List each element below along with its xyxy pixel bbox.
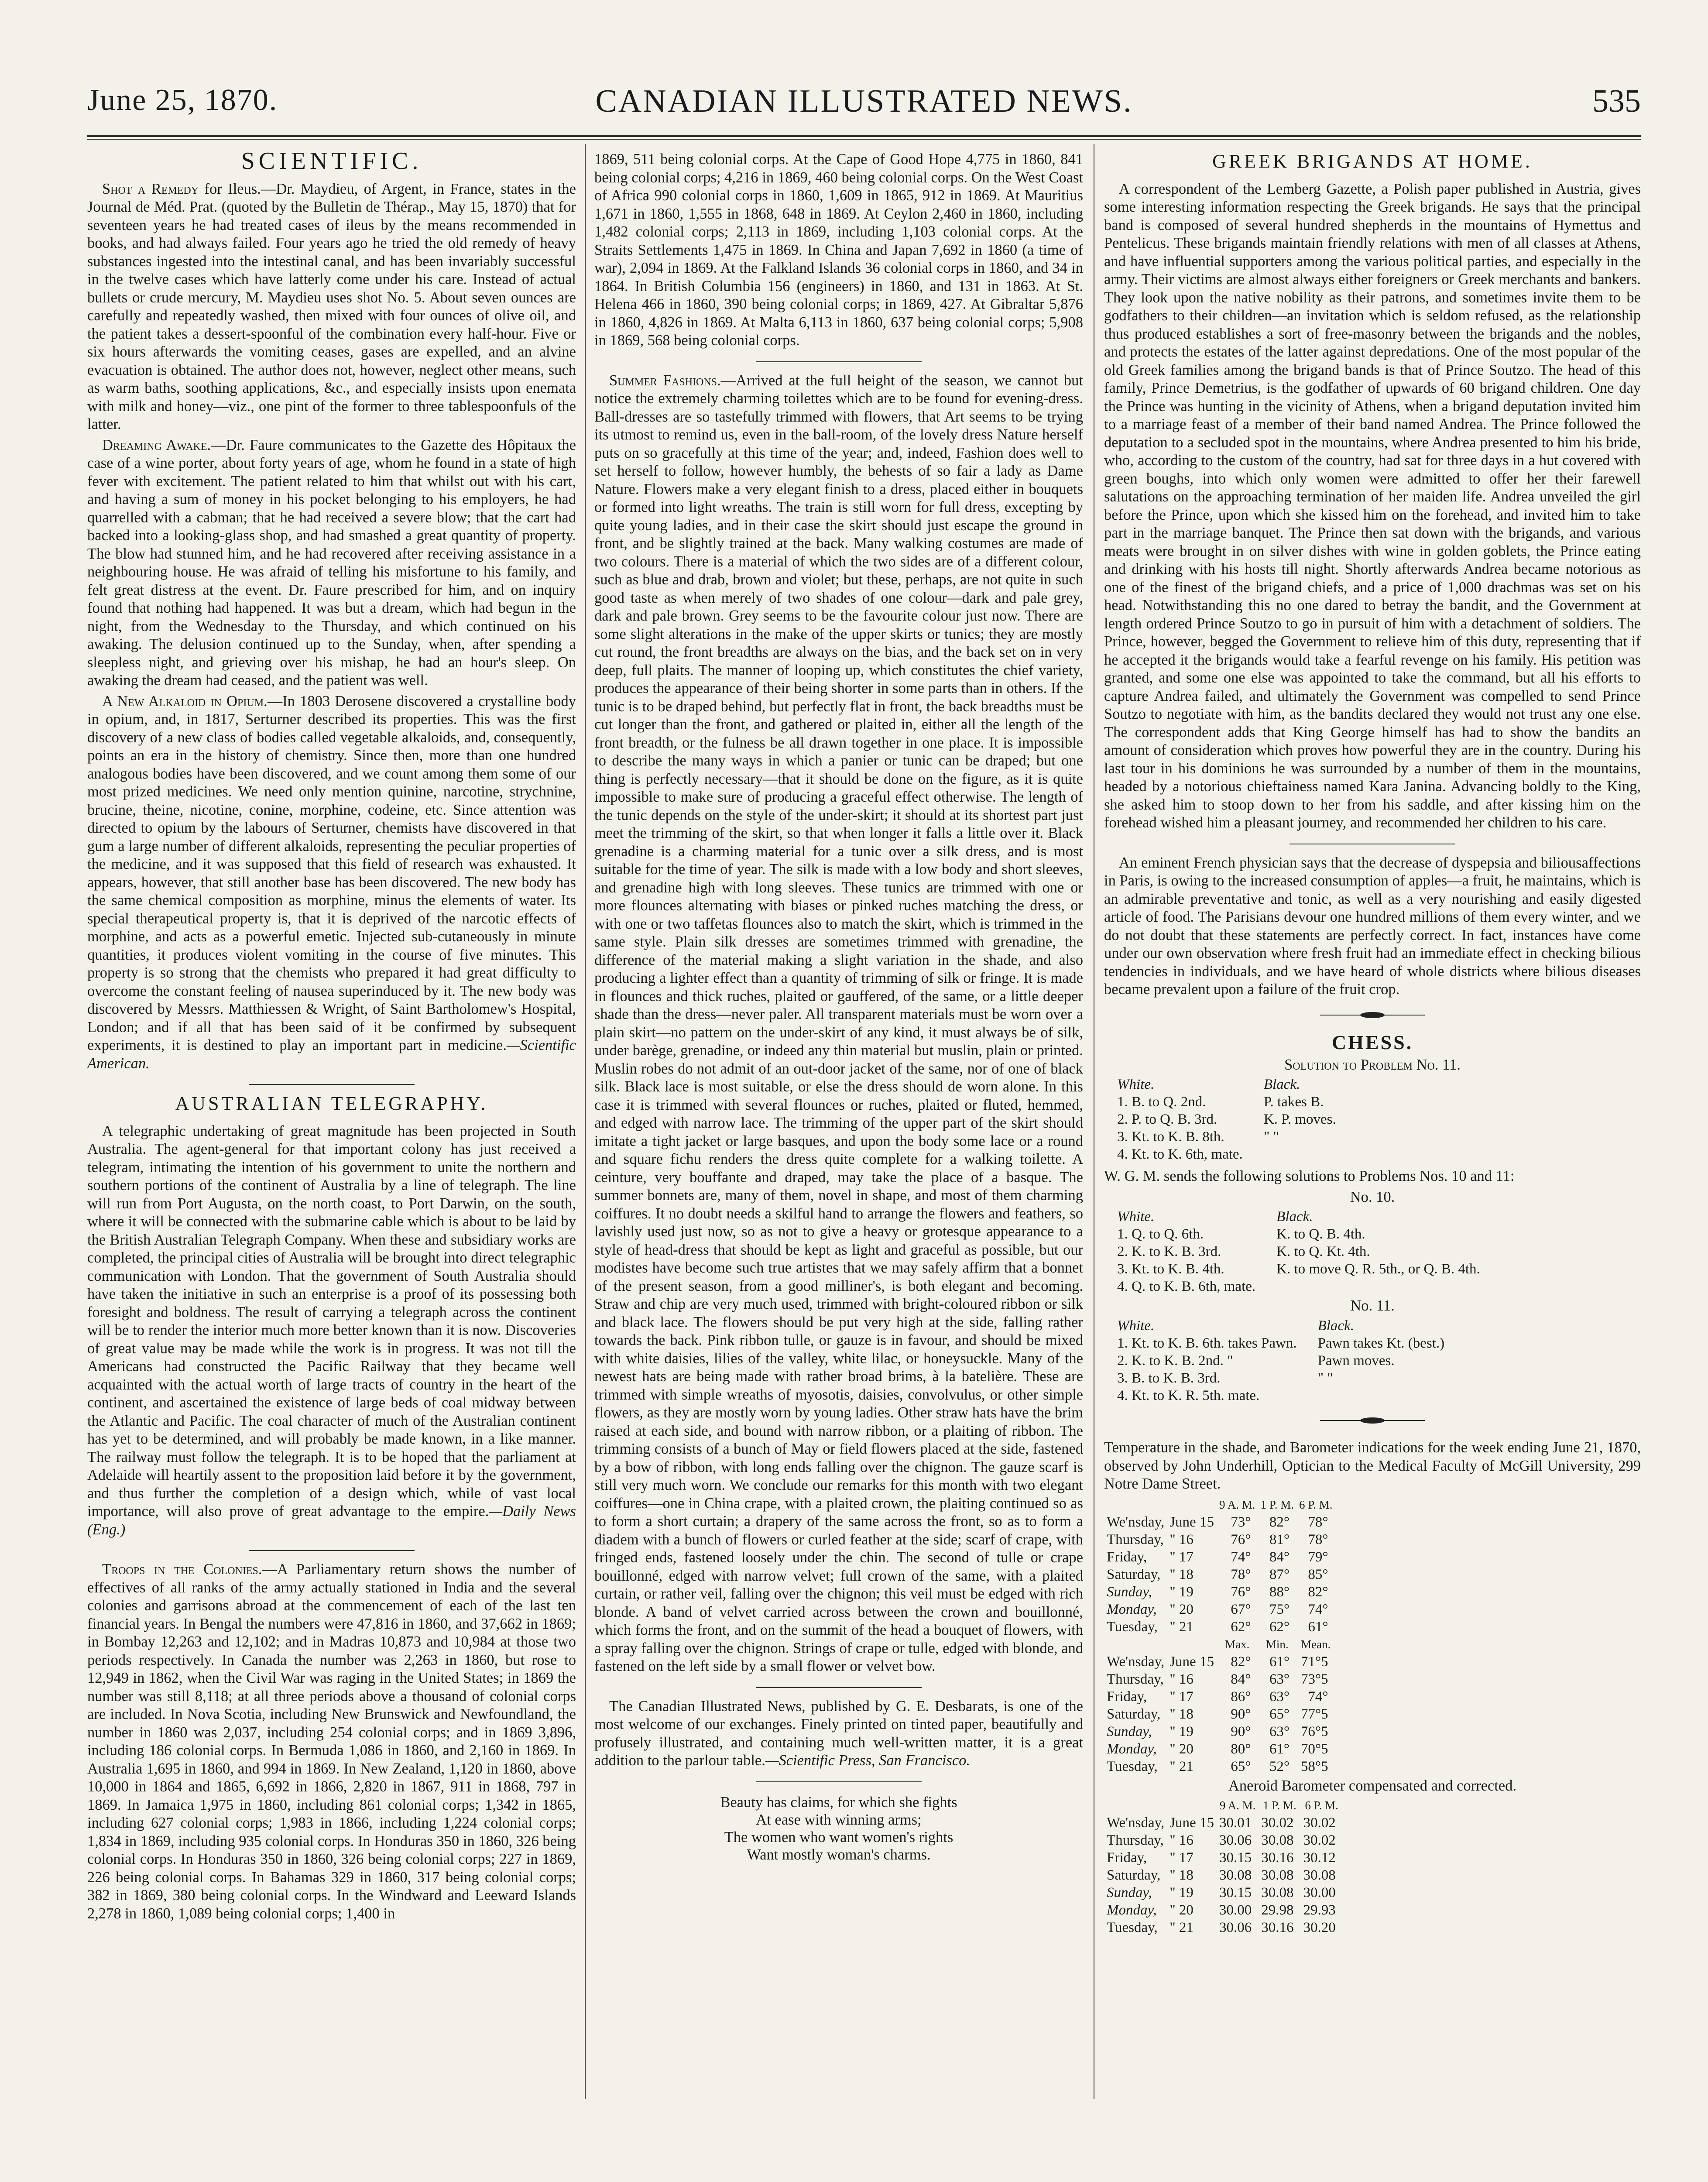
value-cell: 73°5 xyxy=(1300,1671,1328,1687)
value-cell: 63° xyxy=(1269,1723,1290,1739)
white-move: 1. Q. to Q. 6th. xyxy=(1117,1226,1204,1242)
weather-intro: Temperature in the shade, and Barometer indications for the week ending June 21, 1870, observed by John Underhill, Optician to the Medical Faculty of McGill University, 299 Notre Dame Street. xyxy=(1104,1439,1641,1492)
weather-row xyxy=(1104,1513,1335,1531)
black-move xyxy=(1305,1387,1453,1404)
white-move: 1. B. to Q. 2nd. xyxy=(1117,1094,1206,1110)
value-cell: 30.06 xyxy=(1219,1832,1252,1848)
black-move: " " xyxy=(1263,1129,1279,1145)
chess-move-row xyxy=(1104,1243,1488,1260)
issue-date: June 25, 1870. xyxy=(87,83,278,117)
date-cell: June 15 xyxy=(1170,1815,1214,1831)
column-header: 6 P. M. xyxy=(1299,1498,1333,1511)
white-move: 3. Kt. to K. B. 8th. xyxy=(1117,1129,1224,1145)
column-header: 6 P. M. xyxy=(1305,1799,1338,1812)
section-divider xyxy=(756,1687,922,1688)
day-cell: Monday, xyxy=(1107,1741,1157,1757)
white-move: 2. P. to Q. B. 3rd. xyxy=(1117,1112,1218,1127)
column-rule-1 xyxy=(585,144,586,2099)
barometer-body xyxy=(1104,1814,1343,1936)
value-cell: 30.12 xyxy=(1303,1850,1336,1866)
weather-row xyxy=(1104,1583,1335,1601)
chess-no10-title: No. 10. xyxy=(1350,1188,1395,1205)
value-cell: 76° xyxy=(1231,1584,1251,1600)
chess-white-header: White. xyxy=(1117,1077,1155,1092)
chess-no10-table xyxy=(1104,1208,1488,1295)
value-cell: 78° xyxy=(1308,1531,1328,1547)
chess-move-row xyxy=(1104,1278,1488,1295)
newspaper-title: CANADIAN ILLUSTRATED NEWS. xyxy=(595,83,1133,119)
value-cell: 30.06 xyxy=(1219,1920,1252,1935)
troops-lead: Troops in the Colonies. xyxy=(102,1561,262,1578)
date-cell: " 16 xyxy=(1170,1832,1194,1848)
weather-row xyxy=(1104,1618,1335,1636)
temperature-body xyxy=(1104,1513,1335,1636)
white-move: 4. Q. to K. B. 6th, mate. xyxy=(1117,1279,1256,1294)
weather-row xyxy=(1104,1740,1335,1758)
day-cell: Tuesday, xyxy=(1107,1758,1158,1774)
value-cell: 82° xyxy=(1308,1584,1328,1600)
date-cell: " 21 xyxy=(1170,1920,1194,1935)
alkaloid-text: —In 1803 Derosene discovered a crystalline body in opium, and, in 1817, Serturner described its properties. This was the first discovery of a new class of bodies called vegetable alkaloids, and, consequently, points an era in the history of chemistry. Since then, more than one hundred analogous bodies have been discovered, and we count among them some of our most prized medicines. We need only mention quinine, narcotine, strychnine, brucine, theine, nicotine, conine, morphine, codeine, etc. Since attention was directed to opium by the labours of Serturner, chemists have discovered in that gum a large number of different alkaloids, representing the peculiar properties of the medicine, and it was supposed that this field of research was exhausted. It appears, however, that still another base has been discovered. The new body has the same chemical composition as morphine, minus the elements of water. Its special therapeutical property is, that it is deprived of the narcotic effects of morphine, and acts as a powerful emetic. Injected sub-cutaneously in minute quantities, it produces violent vomiting in the course of five minutes. This property is so strong that the chemists who prepared it had great difficulty to overcome the constant feeling of nausea superinduced by it. The new body was discovered by Messrs. Matthiessen & Wright, of Saint Bartholomew's Hospital, London; and if all that has been said of it be confirmed by subsequent experiments, it is destined to play an important part in medicine. xyxy=(87,693,576,1053)
chess-move-row xyxy=(1104,1352,1452,1369)
chess-solution-table xyxy=(1104,1076,1344,1163)
minmax-header-row xyxy=(1104,1636,1335,1653)
weather-row xyxy=(1104,1832,1343,1849)
temperature-header-row xyxy=(1104,1496,1335,1513)
poem-line: Want mostly woman's charms. xyxy=(747,1846,931,1863)
date-cell: " 19 xyxy=(1170,1885,1194,1901)
dreaming-paragraph xyxy=(87,436,576,690)
weather-row xyxy=(1104,1758,1335,1775)
weather-row xyxy=(1104,1866,1343,1884)
day-cell: Thursday, xyxy=(1107,1671,1164,1687)
white-move: 3. Kt. to K. B. 4th. xyxy=(1117,1261,1224,1277)
date-cell: " 17 xyxy=(1170,1688,1194,1705)
value-cell: 30.08 xyxy=(1261,1832,1294,1848)
value-cell: 30.16 xyxy=(1261,1850,1294,1866)
value-cell: 65° xyxy=(1231,1758,1251,1774)
day-cell: We'nsday, xyxy=(1107,1815,1165,1831)
date-cell: " 16 xyxy=(1170,1671,1194,1687)
date-cell: " 21 xyxy=(1170,1758,1194,1774)
brigands-paragraph: A correspondent of the Lemberg Gazette, a Polish paper published in Austria, gives some interesting information respecting the Greek brigands. He says that the principal band is composed of several hundred shepherds in the mountains of Hymettus and Pentelicus. These brigands maintain friendly relations with men of all classes at Athens, and have influential supporters among the various political parties, and especially in the army. Their victims are almost always either foreigners or Greek merchants and bankers. They look upon the native nobility as their patrons, and sometimes invite them to be godfathers to their children—an invitation which is seldom refused, as the relationship thus produced establishes a sort of free-masonry between the brigands and the nobles, and protects the estates of the latter against depredations. One of the most popular of the old Greek families among the brigand bands is that of Prince Soutzo. The head of this family, Prince Demetrius, is the godfather of upwards of 60 brigand children. One day the Prince was hunting in the vicinity of Athens, when a brigand deputation invited him to a marriage feast of a member of their band named Andrea. The Prince followed the deputation to a secluded spot in the mountains, where Andrea presented to him his bride, who, according to the custom of the country, had sat for three days in a hut covered with green boughs, into which only women were admitted to offer her their farewell salutations on the approaching termination of her maiden life. Andrea unveiled the girl before the Prince, upon which she kissed him on the forehead, and invited him to take part in the marriage banquet. The Prince then sat down with the brigands, and various meats were brought in on silver dishes with wine in golden goblets, the Prince eating and drinking with his hosts till night. Shortly afterwards Andrea became notorious as one of the finest of the brigand chiefs, and a price of 1,000 drachmas was set on his head. Notwithstanding this no one dared to betray the bandit, and the Government at length ordered Prince Soutzo to go in pursuit of him with a detachment of soldiers. The Prince, however, begged the Government to relieve him of this duty, representing that if he accepted it the brigands would take a fearful revenge on his family. His petition was granted, and some one else was appointed to take the command, but all his efforts to capture Andrea failed, and ultimately the Government was compelled to send Prince Soutzo to negotiate with him, as the bandits declared they would not trust any one else. The correspondent adds that King George himself has had to show the bandits an amount of consideration which proves how powerful they are in the country. During his last tour in his dominions he was surrounded by a number of them in the mountains, headed by a notorious chieftainess named Kara Janina. Advancing boldly to the King, she asked him to stoop down to her from his saddle, and after kissing him on the forehead wished him a pleasant journey, and recommended her children to his care. xyxy=(1104,180,1641,831)
day-cell: Sunday, xyxy=(1107,1885,1152,1901)
weather-row xyxy=(1104,1653,1335,1671)
value-cell: 67° xyxy=(1231,1601,1251,1617)
telegraphy-source: —Daily News (Eng.) xyxy=(87,1503,576,1538)
column-header: Min. xyxy=(1266,1637,1289,1651)
value-cell: 90° xyxy=(1231,1706,1251,1722)
canadian-news-text: The Canadian Illustrated News, published by G. E. Desbarats, is one of the most welcome of our exchanges. Finely printed on tinted paper, beautifully and profusely illustrated, and containing much well-written matter, it is a great addition to the parlour table. xyxy=(594,1698,1083,1769)
column-1 xyxy=(87,148,576,1925)
date-cell: " 20 xyxy=(1170,1601,1194,1617)
value-cell: 62° xyxy=(1269,1619,1290,1635)
value-cell: 62° xyxy=(1231,1619,1251,1635)
value-cell: 73° xyxy=(1231,1514,1251,1530)
black-move: K. to Q. B. 4th. xyxy=(1276,1226,1365,1242)
date-cell: " 18 xyxy=(1170,1706,1194,1722)
value-cell: 30.01 xyxy=(1219,1815,1252,1831)
alkaloid-lead: A New Alkaloid in Opium. xyxy=(102,693,268,710)
troops-text: —A Parliamentary return shows the number of effectives of all ranks of the army actually stationed in India and the several colonies and garrisons abroad at the commencement of each of the last ten financial years. In Bengal the numbers were 47,816 in 1860, and 37,662 in 1869; in Bombay 12,263 and 12,102; and in Madras 10,873 and 10,984 at those two periods respectively. In Canada the number was 2,263 in 1860, but rose to 12,949 in 1862, when the Civil War was raging in the United States; in 1869 the number was still 8,118; at all three periods above a thousand of colonial corps are included. In Nova Scotia, including New Brunswick and Newfoundland, the number in 1860 was 2,037, including 254 colonial corps; and in 1869 3,896, including 186 colonial corps. In Bermuda 1,086 in 1860, and 2,160 in 1869. In Australia 1,695 in 1860, and 994 in 1869. In New Zealand, 1,120 in 1860, above 10,000 in 1864 and 1865, 6,692 in 1866, 2,820 in 1867, 911 in 1868, 797 in 1869. In Jamaica 1,975 in 1860, including 861 colonial corps; 1,342 in 1865, including 627 colonial corps; 1,983 in 1866, including 1,224 colonial corps; 1,834 in 1869, including 935 colonial corps. In Honduras 350 in 1860, 326 being colonial corps. In Honduras 350 in 1860, 326 being colonial corps; 227 in 1869, 226 being colonial corps. In Bahamas 329 in 1860, 317 being colonial corps; 382 in 1869, 380 being colonial corps. In the Windward and Leeward Islands 2,278 in 1860, 1,089 being colonial corps; 1,400 in xyxy=(87,1561,576,1922)
value-cell: 30.02 xyxy=(1303,1815,1336,1831)
date-cell: " 17 xyxy=(1170,1549,1194,1565)
value-cell: 58°5 xyxy=(1300,1758,1328,1774)
column-3 xyxy=(1104,151,1641,1936)
chess-black-header: Black. xyxy=(1263,1077,1300,1092)
white-move: 1. Kt. to K. B. 6th. takes Pawn. xyxy=(1117,1335,1297,1351)
black-move: K. to move Q. R. 5th., or Q. B. 4th. xyxy=(1276,1261,1480,1277)
weather-row xyxy=(1104,1705,1335,1723)
black-move: " " xyxy=(1317,1370,1333,1386)
value-cell: 63° xyxy=(1269,1671,1290,1687)
section-divider xyxy=(249,1084,415,1085)
date-cell: " 19 xyxy=(1170,1584,1194,1600)
day-cell: Monday, xyxy=(1107,1601,1157,1617)
value-cell: 63° xyxy=(1269,1688,1290,1705)
chess-move-row xyxy=(1104,1146,1344,1163)
black-move: Pawn takes Kt. (best.) xyxy=(1317,1335,1445,1351)
alkaloid-source: —Scientific American. xyxy=(87,1037,576,1072)
weather-row xyxy=(1104,1723,1335,1740)
chess-move-row xyxy=(1104,1369,1452,1387)
poem xyxy=(594,1794,1083,1863)
column-2 xyxy=(594,151,1083,1863)
page-number: 535 xyxy=(1592,83,1641,119)
value-cell: 87° xyxy=(1269,1566,1290,1582)
masthead xyxy=(87,83,1641,131)
fashions-paragraph xyxy=(594,372,1083,1676)
weather-row xyxy=(1104,1884,1343,1901)
value-cell: 82° xyxy=(1231,1654,1251,1670)
value-cell: 78° xyxy=(1308,1514,1328,1530)
weather-row xyxy=(1104,1901,1343,1919)
dreaming-lead: Dreaming Awake. xyxy=(102,436,211,453)
date-cell: " 17 xyxy=(1170,1850,1194,1866)
value-cell: 61° xyxy=(1269,1741,1290,1757)
masthead-rule-thin xyxy=(87,139,1641,140)
value-cell: 30.08 xyxy=(1261,1867,1294,1883)
date-cell: " 20 xyxy=(1170,1741,1194,1757)
day-cell: Saturday, xyxy=(1107,1566,1161,1582)
day-cell: Sunday, xyxy=(1107,1584,1152,1600)
chess-black-header: Black. xyxy=(1317,1317,1354,1334)
chess-move-row xyxy=(1104,1387,1452,1404)
day-cell: We'nsday, xyxy=(1107,1514,1165,1530)
section-divider xyxy=(756,1781,922,1782)
weather-row xyxy=(1104,1919,1343,1936)
section-divider xyxy=(756,361,922,362)
day-cell: Tuesday, xyxy=(1107,1619,1158,1635)
value-cell: 61° xyxy=(1308,1619,1328,1635)
day-cell: Thursday, xyxy=(1107,1832,1164,1848)
day-cell: Sunday, xyxy=(1107,1723,1152,1739)
value-cell: 78° xyxy=(1231,1566,1251,1582)
poem-line: At ease with winning arms; xyxy=(756,1811,922,1828)
column-header: Mean. xyxy=(1301,1637,1331,1651)
value-cell: 74° xyxy=(1308,1688,1328,1705)
value-cell: 30.16 xyxy=(1261,1920,1294,1935)
date-cell: " 18 xyxy=(1170,1566,1194,1582)
weather-row xyxy=(1104,1601,1335,1618)
value-cell: 30.08 xyxy=(1303,1867,1336,1883)
value-cell: 84° xyxy=(1269,1549,1290,1565)
ornament-divider xyxy=(1104,1007,1641,1025)
barometer-title: Aneroid Barometer compensated and corrected. xyxy=(1228,1777,1516,1794)
weather-row xyxy=(1104,1531,1335,1548)
value-cell: 29.93 xyxy=(1303,1902,1336,1918)
canadian-news-source: —Scientific Press, San Francisco. xyxy=(765,1752,971,1769)
chess-black-header: Black. xyxy=(1276,1209,1313,1225)
black-move: K. to Q. Kt. 4th. xyxy=(1276,1244,1370,1259)
value-cell: 79° xyxy=(1308,1549,1328,1565)
value-cell: 80° xyxy=(1231,1741,1251,1757)
value-cell: 74° xyxy=(1231,1549,1251,1565)
value-cell: 88° xyxy=(1269,1584,1290,1600)
white-move: 4. Kt. to K. 6th, mate. xyxy=(1117,1146,1243,1162)
black-move: Pawn moves. xyxy=(1317,1352,1395,1369)
brigands-heading: GREEK BRIGANDS AT HOME. xyxy=(1212,151,1533,172)
chess-move-row xyxy=(1104,1093,1344,1111)
section-divider xyxy=(249,1550,415,1551)
ornament-icon xyxy=(1320,1011,1425,1019)
chess-heading: CHESS. xyxy=(1331,1031,1413,1053)
black-move xyxy=(1251,1146,1344,1163)
value-cell: 30.15 xyxy=(1219,1850,1252,1866)
temperature-table xyxy=(1104,1496,1335,1775)
date-cell: " 18 xyxy=(1170,1867,1194,1883)
chess-move-row xyxy=(1104,1335,1452,1352)
chess-no11-table xyxy=(1104,1317,1452,1404)
value-cell: 70°5 xyxy=(1300,1741,1328,1757)
date-cell: " 19 xyxy=(1170,1723,1194,1739)
value-cell: 76°5 xyxy=(1300,1723,1328,1739)
value-cell: 30.15 xyxy=(1219,1885,1252,1901)
value-cell: 90° xyxy=(1231,1723,1251,1739)
day-cell: Saturday, xyxy=(1107,1706,1161,1722)
day-cell: Friday, xyxy=(1107,1549,1147,1565)
weather-row xyxy=(1104,1688,1335,1705)
chess-no11-title: No. 11. xyxy=(1350,1297,1395,1314)
value-cell: 82° xyxy=(1269,1514,1290,1530)
date-cell: " 16 xyxy=(1170,1531,1194,1547)
poem-line: Beauty has claims, for which she fights xyxy=(720,1794,957,1811)
day-cell: Saturday, xyxy=(1107,1867,1161,1883)
date-cell: June 15 xyxy=(1170,1654,1214,1670)
white-move: 4. Kt. to K. R. 5th. mate. xyxy=(1117,1387,1260,1403)
shot-remedy-paragraph xyxy=(87,180,576,434)
day-cell: Tuesday, xyxy=(1107,1920,1158,1935)
value-cell: 75° xyxy=(1269,1601,1290,1617)
black-move xyxy=(1263,1278,1488,1295)
date-cell: " 21 xyxy=(1170,1619,1194,1635)
dreaming-text: —Dr. Faure communicates to the Gazette des Hôpitaux the case of a wine porter, about forty years of age, whom he found in a state of high fever with excitement. The patient related to him that whilst out with his cart, and having a sum of money in his pocket belonging to his employers, he had quarrelled with a cabman; that he had received a severe blow; that the cart had backed into a looking-glass shop, and had smashed a great quantity of property. The blow had stunned him, and he had recovered after receiving assistance in a neighbouring house. He was afraid of telling his misfortune to his family, and felt great distress at the event. Dr. Faure prescribed for him, and on inquiry found that nothing had happened. It was but a dream, which had begun in the night, from the Wednesday to the Thursday, and which continued on his awaking. The delusion continued up to the Sunday, when, after spending a sleepless night, and grieving over his mishap, he had an hour's sleep. On awaking the dream had ceased, and the patient was well. xyxy=(87,436,576,689)
day-cell: Monday, xyxy=(1107,1902,1157,1918)
value-cell: 30.20 xyxy=(1303,1920,1336,1935)
chess-white-header: White. xyxy=(1117,1209,1155,1225)
column-header: 1 P. M. xyxy=(1260,1498,1294,1511)
masthead-rule xyxy=(87,135,1641,137)
day-cell: Friday, xyxy=(1107,1688,1147,1705)
value-cell: 30.08 xyxy=(1219,1867,1252,1883)
white-move: 2. K. to K. B. 3rd. xyxy=(1117,1244,1221,1259)
troops-paragraph xyxy=(87,1561,576,1923)
chess-solution-title: Solution to Problem No. 11. xyxy=(1284,1056,1461,1073)
physician-paragraph: An eminent French physician says that the decrease of dyspepsia and biliousaffections in Paris, is owing to the increased consumption of apples—a fruit, he maintains, which is an admirable preventative and tonic, as well as a very nourishing and easily digested article of food. The Parisians devour one hundred millions of them every winter, and we do not doubt that these statements are perfectly correct. In fact, instances have come under our own observation where fresh fruit had an immediate effect in checking bilious tendencies in individuals, and we have heard of whole districts where bilious diseases became prevalent upon a failure of the fruit crop. xyxy=(1104,854,1641,998)
weather-row xyxy=(1104,1671,1335,1688)
column-header: 1 P. M. xyxy=(1263,1799,1296,1812)
value-cell: 85° xyxy=(1308,1566,1328,1582)
value-cell: 77°5 xyxy=(1300,1706,1328,1722)
value-cell: 29.98 xyxy=(1261,1902,1294,1918)
telegraphy-text: A telegraphic undertaking of great magnitude has been projected in South Australia. The agent-general for that important colony has just received a telegram, intimating the intention of his government to unite the northern and southern portions of the continent of Australia by a line of telegraph. The line will run from Port Augusta, on the north coast, to Port Darwin, on the south, where it will be connected with the submarine cable which is about to be laid by the British Australian Telegraph Company. When these and subsidiary works are completed, the principal cities of Australia will be brought into direct telegraphic communication with London. That the government of South Australia should have taken the initiative in such an enterprise is a proof of its possessing both foresight and boldness. The result of carrying a telegraph across the continent will be to render the interior much more better known than it is now. Discoveries of great value may be made while the work is in progress. It was not till the Americans had constructed the Pacific Railway that they became well acquainted with the actual worth of large tracts of country in the heart of the continent, and ascertained the existence of large beds of coal midway between the Atlantic and Pacific. The coal character of much of the Australian continent has yet to be determined, and will probably be made known, in a like manner. The railway must follow the telegraph. It is to be hoped that the parliament at Adelaide will heartily assent to the proposition laid before it by the government, and thus further the completion of a design which, while of vast local importance, will also prove of great advantage to the empire. xyxy=(87,1122,576,1520)
value-cell: 30.00 xyxy=(1303,1885,1336,1901)
value-cell: 86° xyxy=(1231,1688,1251,1705)
canadian-news-paragraph xyxy=(594,1698,1083,1770)
minmax-body xyxy=(1104,1653,1335,1775)
telegraphy-paragraph xyxy=(87,1122,576,1539)
chess-move-row xyxy=(1104,1225,1488,1243)
white-move: 3. B. to K. B. 3rd. xyxy=(1117,1370,1221,1386)
poem-line: The women who want women's rights xyxy=(724,1829,953,1846)
value-cell: 71°5 xyxy=(1300,1654,1328,1670)
value-cell: 76° xyxy=(1231,1531,1251,1547)
column-header: Max. xyxy=(1225,1637,1250,1651)
value-cell: 30.02 xyxy=(1261,1815,1294,1831)
chess-move-row xyxy=(1104,1111,1344,1128)
telegraphy-heading: AUSTRALIAN TELEGRAPHY. xyxy=(175,1093,488,1114)
value-cell: 81° xyxy=(1269,1531,1290,1547)
chess-move-row xyxy=(1104,1128,1344,1146)
value-cell: 30.08 xyxy=(1261,1885,1294,1901)
chess-white-header: White. xyxy=(1117,1317,1155,1334)
value-cell: 52° xyxy=(1269,1758,1290,1774)
ornament-icon xyxy=(1320,1416,1425,1425)
weather-row xyxy=(1104,1814,1343,1832)
day-cell: Thursday, xyxy=(1107,1531,1164,1547)
barometer-table xyxy=(1104,1797,1343,1936)
wgm-note: W. G. M. sends the following solutions to Problems Nos. 10 and 11: xyxy=(1104,1168,1515,1184)
value-cell: 30.00 xyxy=(1219,1902,1252,1918)
column-header: 9 A. M. xyxy=(1219,1799,1256,1812)
value-cell: 84° xyxy=(1231,1671,1251,1687)
fashions-text: —Arrived at the full height of the season, we cannot but notice the extremely charming toilettes which are to be found for evening-dress. Ball-dresses are so tastefully trimmed with flowers, that Art seems to be trying its utmost to remind us, even in the ball-room, of the lovely dress Nature herself puts on so gracefully at this time of the year; and, indeed, Fashion does well to set herself to follow, however humbly, the behests of so fair a lady as Dame Nature. Flowers make a very elegant finish to a dress, placed either in bouquets or formed into light wreaths. The train is still worn for full dress, excepting by quite young ladies, and in their case the skirt should just escape the ground in front, and be slightly trained at the back. Many walking costumes are made of two colours. There is a material of which the two sides are of a different colour, such as blue and drab, brown and violet; but these, perhaps, are not quite in such good taste as when merely of two shades of one colour—dark and pale grey, dark and pale brown. Grey seems to be the favourite colour just now. There are some slight alterations in the make of the upper skirts or tunics; they are mostly cut round, the front breadths are always on the bias, and the back set on in very deep, full plaits. The manner of looping up, which constitutes the chief variety, produces the appearance of their being shorter in some parts than in others. If the tunic is to be draped behind, but perfectly flat in front, the back breadths must be cut longer than the front, and gathered or plaited in, either all the length of the front breadth, or the fulness be all drawn together in one place. It is impossible to describe the many ways in which a panier or tunic can be draped; but one thing is perfectly necessary—that it should be done on the figure, as it is quite impossible to make sure of producing a graceful effect otherwise. The length of the tunic depends on the style of the under-skirt; it should at its shortest part just meet the trimming of the skirt, so that when longer it falls a little over it. Black grenadine is a charming material for a tunic over a silk dress, and is most suitable for the time of year. The silk is made with a low body and short sleeves, and grenadine high with long sleeves. These tunics are trimmed with one or more flounces alternating with biases or pinked ruches matching the dress, or with one or two taffetas flounces also to match the skirt, which is trimmed in the same style. Plain silk dresses are sometimes trimmed with grenadine, the difference of the material making a slight variation in the shade, and also producing a lighter effect than a quantity of trimming of silk or fringe. It is made in flounces and thick ruches, plaited or gauffered, of the same, or a little deeper shade than the dress—never paler. All transparent materials must be worn over a plain skirt—no pattern on the under-skirt of any kind, it must always be of silk, under barège, grenadine, or indeed any thin material but muslin, plain or printed. Muslin robes do not admit of an out-door jacket of the same, nor of one of black silk. Black lace is most suitable, or else the dress should de worn alone. In this case it is trimmed with several flounces or ruches, plaited or fluted, hemmed, and edged with narrow lace. The trimming of the upper part of the skirt should imitate a tight jacket or large basques, and upon the body some lace or a round and square fichu renders the dress quite complete for a walking toilette. A ceinture, very bouffante and draped, may take the place of a basque. The summer bonnets are, many of them, novel in shape, and most of them charming coiffures. It no doubt needs a skilful hand to arrange the flowers and feathers, so lavishly used just now, so as not to give a heavy or grotesque appearance to a style of head-dress that should be kept as light and graceful as possible, but our modistes have become such true artistes that we may safely affirm that a bonnet of the present season, from a good milliner's, is both elegant and becoming. Straw and chip are very much used, trimmed with bright-coloured ribbon or silk and black lace. The flowers should be put very high at the side, falling rather towards the back. Pink ribbon tulle, or gauze is in favour, and should be mixed with white daisies, lilies of the valley, white lilac, or honeysuckle. Many of the newest hats are being made with rather broad brims, à la batelière. These are trimmed with simple wreaths of myosotis, daisies, convolvulus, or other simple flowers, as they are mostly worn by young ladies. Other straw hats have the brim raised at each side, and bound with narrow ribbon, or a plaiting of ribbon. The trimming consists of a bunch of May or field flowers placed at the side, fastened by a bow of ribbon, with long ends falling over the chignon. The gauze scarf is still very much worn. We conclude our remarks for this month with two elegant coiffures—one in China crape, with a plaited crown, the plaiting continued so as to form a short curtain; a drapery of the same across the front, so as to form a diadem with a bunch of flowers or curled feather at the side; scarf of crape, with fringed ends, fastened loosely under the chin. The second of tulle or crape bouillonné, edged with narrow velvet; full crown of the same, with a plaited curtain, or rather veil, falling over the chignon; this veil must be edged with rich blonde. A band of velvet carried across between the crown and bouillonné, which forms the front, and on the summit of the head a bouquet of flowers, with a spray falling over the chignon. Strings of crape or tulle, edged with blonde, and fastened on the left side by a small flower or velvet bow. xyxy=(594,372,1083,1674)
ornament-divider xyxy=(1104,1412,1641,1431)
value-cell: 61° xyxy=(1269,1654,1290,1670)
value-cell: 74° xyxy=(1308,1601,1328,1617)
scientific-heading: SCIENTIFIC. xyxy=(241,148,422,175)
shot-remedy-text: for Ileus.—Dr. Maydieu, of Argent, in France, states in the Journal de Méd. Prat. (quoted by the Bulletin de Thérap., May 15, 1870) that for seventeen years he had treated cases of ileus by the means recommended in books, and had always failed. Four years ago he tried the old remedy of heavy substances ingested into the intestinal canal, and has been invariably successful in the twelve cases which have latterly come under his care. Instead of actual bullets or crude mercury, M. Maydieu uses shot No. 5. About seven ounces are carefully and repeatedly washed, then mixed with four ounces of olive oil, and the patient takes a dessert-spoonful of the combination every half-hour. Five or six hours afterwards the vomiting ceases, gases are expelled, and an alvine evacuation is obtained. The author does not, however, neglect other means, such as warm baths, soothing applications, &c., and especially insists upon enemata with milk and honey—viz., one pint of the former to three tablespoonfuls of the latter. xyxy=(87,180,576,432)
day-cell: We'nsday, xyxy=(1107,1654,1165,1670)
value-cell: 65° xyxy=(1269,1706,1290,1722)
weather-row xyxy=(1104,1849,1343,1866)
date-cell: June 15 xyxy=(1170,1514,1214,1530)
value-cell: 30.02 xyxy=(1303,1832,1336,1848)
weather-row xyxy=(1104,1548,1335,1566)
shot-remedy-lead: Shot a Remedy xyxy=(102,180,199,197)
alkaloid-paragraph xyxy=(87,693,576,1073)
black-move: P. takes B. xyxy=(1263,1094,1324,1110)
black-move: K. P. moves. xyxy=(1263,1112,1336,1127)
fashions-lead: Summer Fashions. xyxy=(609,372,721,389)
barometer-header-row xyxy=(1104,1797,1343,1814)
troops-continued-paragraph: 1869, 511 being colonial corps. At the Cape of Good Hope 4,775 in 1860, 841 being colonial corps; 4,216 in 1869, 460 being colonial corps. On the West Coast of Africa 990 colonial corps in 1860, 1,609 in 1865, 912 in 1869. At Mauritius 1,671 in 1860, 1,555 in 1868, 648 in 1869. At Ceylon 2,460 in 1860, including 1,482 colonial corps; 2,113 in 1869, including 1,103 colonial corps. At the Straits Settlements 1,475 in 1869. In China and Japan 7,692 in 1860 (a time of war), 2,094 in 1869. At the Falkland Islands 36 colonial corps in 1860, and 34 in 1864. In British Columbia 156 (engineers) in 1860, and 131 in 1863. At St. Helena 466 in 1860, 390 being colonial corps; in 1869, 427. At Gibraltar 5,876 in 1860, 4,826 in 1869. At Malta 6,113 in 1860, 637 being colonial corps; 5,908 in 1869, 568 being colonial corps. xyxy=(594,151,1083,349)
white-move: 2. K. to K. B. 2nd. " xyxy=(1117,1352,1233,1369)
date-cell: " 20 xyxy=(1170,1902,1194,1918)
column-header: 9 A. M. xyxy=(1219,1498,1255,1511)
day-cell: Friday, xyxy=(1107,1850,1147,1866)
chess-move-row xyxy=(1104,1260,1488,1278)
weather-row xyxy=(1104,1566,1335,1583)
